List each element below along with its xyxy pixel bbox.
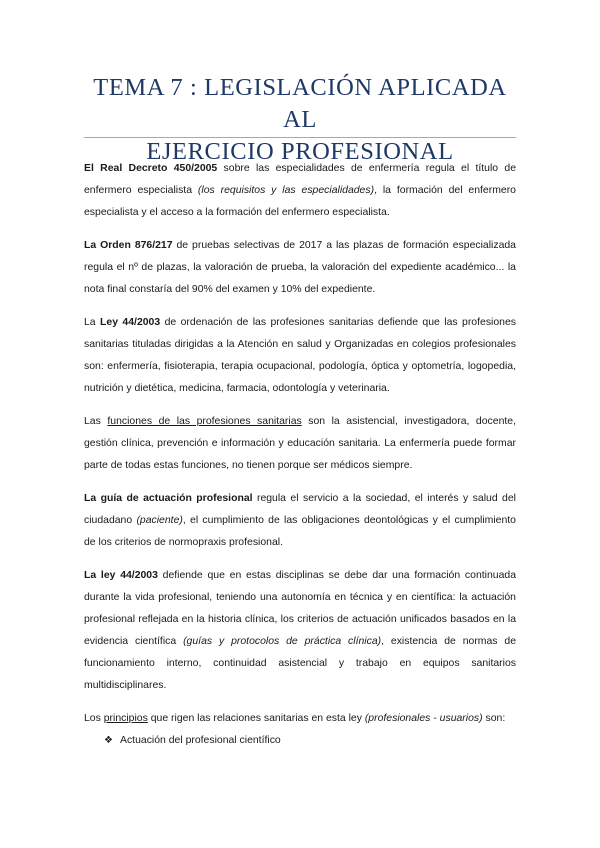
title-divider [84,137,516,138]
paragraph-principios [84,708,516,730]
paragraph-real-decreto [84,158,516,224]
text: son: [482,713,506,724]
text: sobre las especialidades de enfermería regula el título de enfermero especialista [84,163,516,196]
paragraph-funciones [84,411,516,477]
text: La [84,317,101,328]
bold-text: El Real Decreto 450/2005 [84,163,218,174]
text: defiende que en estas disciplinas se debe dar una formación continuada durante la vida profesional, teniendo una autonomía en técnica y en científica: la actuación profesional reflejada en la historia clínica, los criterios de actuación unificados basados en la evidencia científica [84,570,516,647]
diamond-bullet-icon: ❖ [104,735,113,746]
text: , el cumplimiento de las obligaciones deontológicas y el cumplimiento de los criterios de normopraxis profesional. [84,515,516,548]
bold-text: La Orden 876/217 [84,240,173,251]
italic-text: (los requisitos y las especialidades) [197,185,375,196]
bullet-text: Actuación del profesional científico [120,735,281,746]
text: que rigen las relaciones sanitarias en esta ley [147,713,365,724]
paragraph-ley-formacion [84,565,516,697]
text: , existencia de normas de funcionamiento interno, continuidad asistencial y trabajo en equipos sanitarios multidisciplinares. [84,636,517,691]
text: son la asistencial, investigadora, docente, gestión clínica, prevención e información y educación sanitaria. La enfermería puede formar parte de todas estas funciones, no tienen porque ser médicos siempre. [84,416,516,471]
bullet-item [84,730,516,752]
page-title [84,72,516,168]
bold-text: La guía de actuación profesional [84,493,253,504]
italic-text: (paciente) [136,515,183,526]
title-line-1: TEMA 7 : LEGISLACIÓN APLICADA AL [93,74,507,133]
paragraph-guia-actuacion [84,488,516,554]
italic-text: (profesionales - usuarios) [364,713,483,724]
document-body [84,158,516,752]
text: de pruebas selectivas de 2017 a las plazas de formación especializada regula el nº de plazas, la valoración de prueba, la valoración del expediente académico... la nota final constaría del 90% del examen y 10% del expediente. [84,240,516,295]
underlined-text: funciones de las profesiones sanitarias [107,416,302,427]
text: Los [84,713,104,724]
paragraph-ley-ordenacion [84,312,516,400]
italic-text: (guías y protocolos de práctica clínica) [183,636,382,647]
underlined-text: principios [103,713,148,724]
bold-text: La ley 44/2003 [84,570,158,581]
title-line-2: EJERCICIO PROFESIONAL [146,138,454,165]
bold-text: Ley 44/2003 [100,317,161,328]
text: Las [84,416,108,427]
paragraph-orden [84,235,516,301]
text: regula el servicio a la sociedad, el interés y salud del ciudadano [84,493,516,526]
text: , la formación del enfermero especialista y el acceso a la formación del enfermero especialista. [84,185,516,218]
text: de ordenación de las profesiones sanitarias defiende que las profesiones sanitarias tituladas dirigidas a la Atención en salud y Organizadas en colegios profesionales son: enfermería, fisioterapia, terapia ocupacional, podología, óptica y optometría, logopedia, nutrición y dietética, medicina, farmacia, odontología y veterinaria. [84,317,516,394]
